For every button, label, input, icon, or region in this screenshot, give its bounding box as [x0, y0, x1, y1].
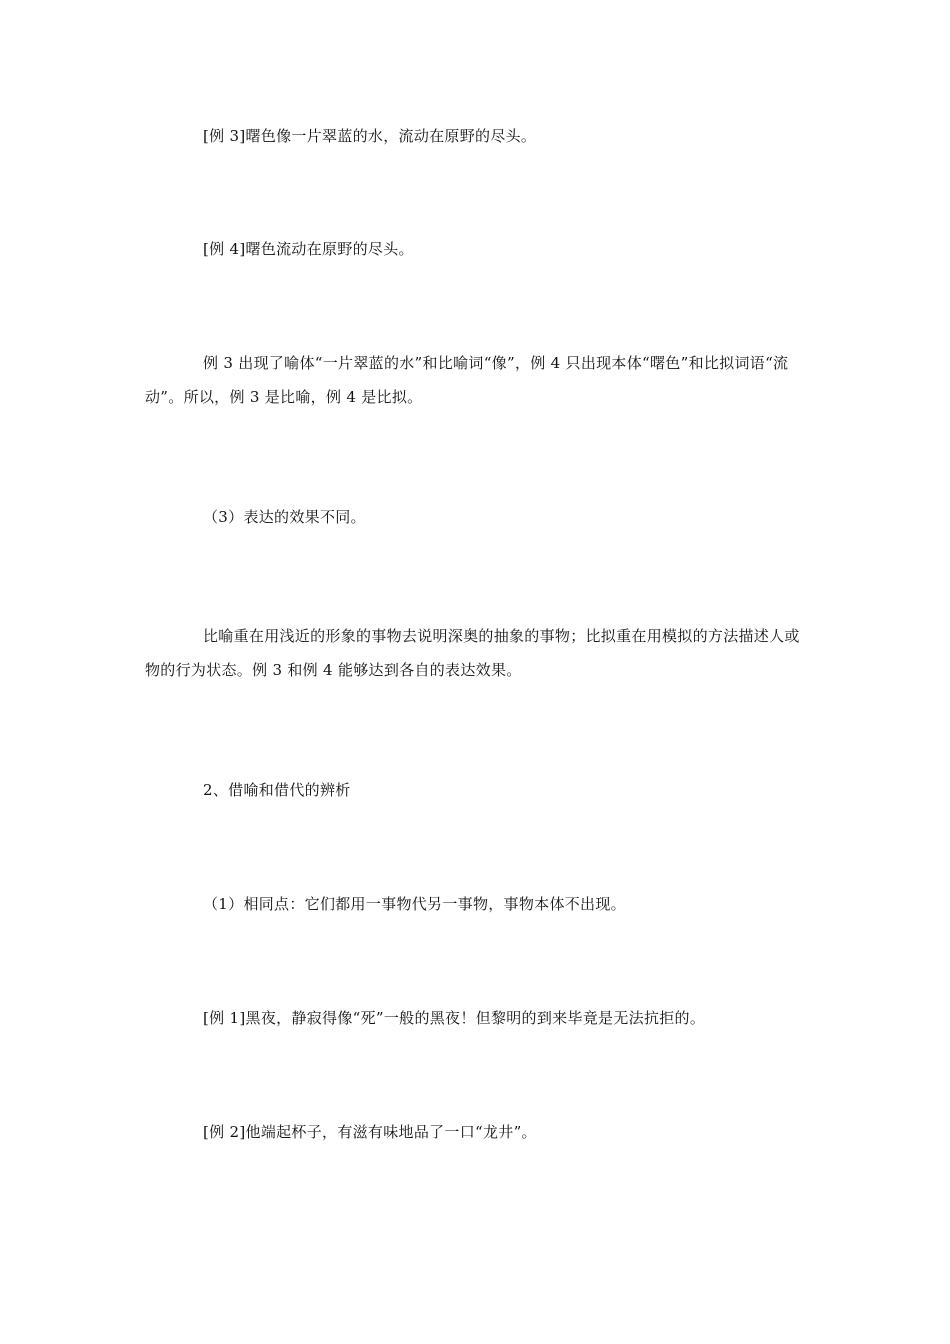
paragraph-comparison-explanation: 例 3 出现了喻体“一片翠蓝的水”和比喻词“像”，例 4 只出现本体“曙色”和比拟词语“流动”。所以，例 3 是比喻，例 4 是比拟。 — [145, 354, 789, 406]
paragraph-effect-explanation: 比喻重在用浅近的形象的事物去说明深奥的抽象的事物；比拟重在用模拟的方法描述人或物的行为状态。例 3 和例 4 能够达到各自的表达效果。 — [145, 627, 800, 679]
paragraph-example-4: [例 4]曙色流动在原野的尽头。 — [203, 240, 414, 258]
paragraph-example-1: [例 1]黑夜，静寂得像“死”一般的黑夜！但黎明的到来毕竟是无法抗拒的。 — [203, 1009, 706, 1027]
paragraph-common-point: （1）相同点：它们都用一事物代另一事物，事物本体不出现。 — [203, 895, 626, 913]
paragraph-example-2: [例 2]他端起杯子，有滋有味地品了一口“龙井”。 — [203, 1123, 537, 1141]
section-heading-2: 2、借喻和借代的辨析 — [203, 781, 351, 799]
paragraph-example-3: [例 3]曙色像一片翠蓝的水，流动在原野的尽头。 — [203, 127, 537, 145]
paragraph-heading-effect: （3）表达的效果不同。 — [203, 508, 366, 526]
